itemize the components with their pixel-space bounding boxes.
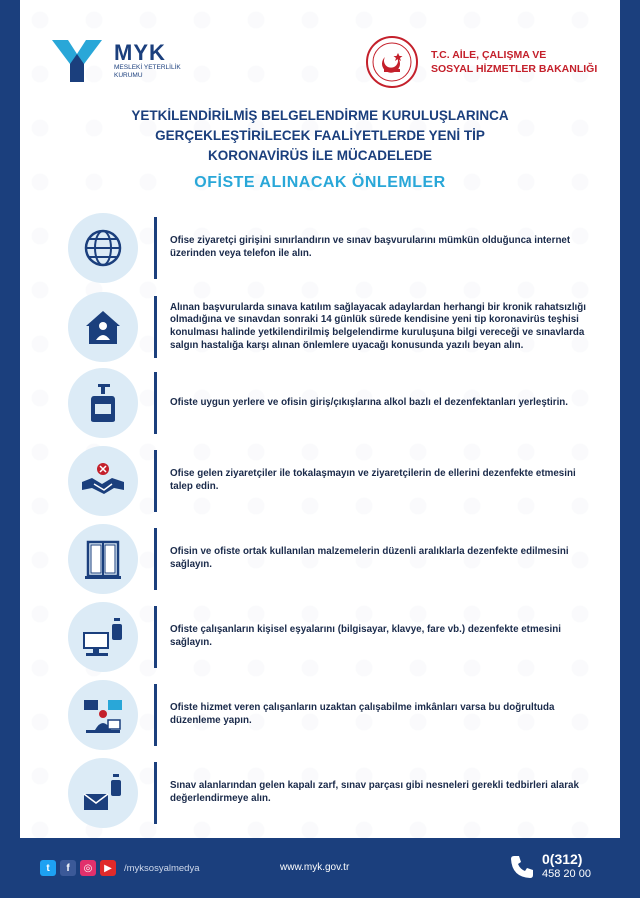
ministry-logo bbox=[365, 34, 605, 90]
youtube-icon[interactable]: ▶ bbox=[100, 860, 116, 876]
phone-contact bbox=[508, 852, 591, 882]
list-item bbox=[68, 292, 588, 364]
icon-circle bbox=[68, 213, 138, 283]
item-text: Ofise ziyaretçi girişini sınırlandırın ve sınav başvurularını mümkün olduğunca internet üzerinden veya telefon ile alın. bbox=[170, 235, 571, 259]
ministry-name-line1: T.C. AİLE, ÇALIŞMA VE bbox=[431, 49, 547, 61]
item-text: Ofise gelen ziyaretçiler ile tokalaşmayın ve ziyaretçilerin de ellerini dezenfekte etmesini talep edin. bbox=[170, 468, 576, 492]
divider-bar bbox=[154, 528, 157, 590]
item-text: Ofiste uygun yerlere ve ofisin giriş/çıkışlarına alkol bazlı el dezenfektanları yerleştirin. bbox=[170, 396, 569, 408]
item-text: Ofiste hizmet veren çalışanların uzaktan çalışabilme imkânları varsa bu doğrultuda düzenleme yapın. bbox=[170, 702, 555, 726]
list-item bbox=[68, 524, 588, 596]
item-text: Sınav alanlarından gelen kapalı zarf, sınav parçası gibi nesneleri gerekli tedbirleri alarak değerlendirmeye alın. bbox=[170, 780, 579, 804]
globe-icon bbox=[80, 225, 126, 271]
page-subtitle: OFİSTE ALINACAK ÖNLEMLER bbox=[194, 174, 446, 191]
icon-circle bbox=[68, 292, 138, 362]
phone-number: 458 20 00 bbox=[542, 868, 591, 880]
divider-bar bbox=[154, 762, 157, 824]
item-text: Alınan başvurularda sınava katılım sağlayacak adaylardan herhangi bir kronik rahatsızlığı olmadığına ve sınavdan sonraki 14 günlük sürede kendisine yeni tip koronavirüs teşhisi konulması halinde yetkilendirilmiş belgelendirme kuruluşuna bilgi vereceği ve sınavlarda salgın hastalığa karşı alınan önlemlere uyacağı konusunda yazılı beyan alın. bbox=[170, 301, 586, 351]
list-item bbox=[68, 213, 588, 285]
divider-bar bbox=[154, 606, 157, 668]
social-links bbox=[40, 860, 200, 876]
page-title bbox=[60, 106, 580, 166]
list-item bbox=[68, 446, 588, 518]
item-text: Ofisin ve ofiste ortak kullanılan malzemelerin düzenli aralıklarla dezenfekte edilmesini sağlayın. bbox=[170, 546, 569, 570]
envelope-spray-icon bbox=[80, 770, 126, 816]
list-item bbox=[68, 680, 588, 752]
no-handshake-icon bbox=[80, 458, 126, 504]
title-line: KORONAVİRÜS İLE MÜCADELEDE bbox=[207, 148, 432, 163]
house-person-icon bbox=[80, 304, 126, 350]
facebook-icon[interactable]: f bbox=[60, 860, 76, 876]
list-item bbox=[68, 758, 588, 830]
footer bbox=[0, 838, 640, 898]
title-line: GERÇEKLEŞTİRİLECEK FAALİYETLERDE YENİ TİP bbox=[155, 128, 485, 143]
icon-circle bbox=[68, 368, 138, 438]
divider-bar bbox=[154, 296, 157, 358]
icon-circle bbox=[68, 680, 138, 750]
myk-logo bbox=[48, 34, 228, 88]
icon-circle bbox=[68, 758, 138, 828]
myk-logo-icon bbox=[48, 36, 106, 86]
ministry-seal-icon bbox=[365, 35, 419, 89]
phone-icon bbox=[508, 853, 536, 881]
window-icon bbox=[80, 536, 126, 582]
divider-bar bbox=[154, 450, 157, 512]
computer-spray-icon bbox=[80, 614, 126, 660]
divider-bar bbox=[154, 372, 157, 434]
header bbox=[20, 0, 620, 100]
poster-card bbox=[20, 0, 620, 838]
myk-logo-title: MYK bbox=[114, 40, 166, 65]
twitter-icon[interactable]: t bbox=[40, 860, 56, 876]
icon-circle bbox=[68, 446, 138, 516]
myk-logo-subtitle: MESLEKİ YETERLİLİK KURUMU bbox=[114, 64, 181, 79]
title-line: YETKİLENDİRİLMİŞ BELGELENDİRME KURULUŞLARINCA bbox=[131, 108, 509, 123]
social-handle[interactable]: /myksosyalmedya bbox=[124, 862, 200, 874]
website-link[interactable]: www.myk.gov.tr bbox=[280, 862, 350, 873]
divider-bar bbox=[154, 684, 157, 746]
list-item bbox=[68, 602, 588, 674]
sanitizer-icon bbox=[80, 380, 126, 426]
divider-bar bbox=[154, 217, 157, 279]
remote-work-icon bbox=[80, 692, 126, 738]
list-item bbox=[68, 368, 588, 440]
icon-circle bbox=[68, 602, 138, 672]
icon-circle bbox=[68, 524, 138, 594]
instagram-icon[interactable]: ◎ bbox=[80, 860, 96, 876]
ministry-name-line2: SOSYAL HİZMETLER BAKANLIĞI bbox=[431, 63, 598, 75]
phone-area-code: 0(312) bbox=[542, 851, 583, 867]
item-text: Ofiste çalışanların kişisel eşyalarını (bilgisayar, klavye, fare vb.) dezenfekte etmesini sağlayın. bbox=[170, 624, 561, 648]
